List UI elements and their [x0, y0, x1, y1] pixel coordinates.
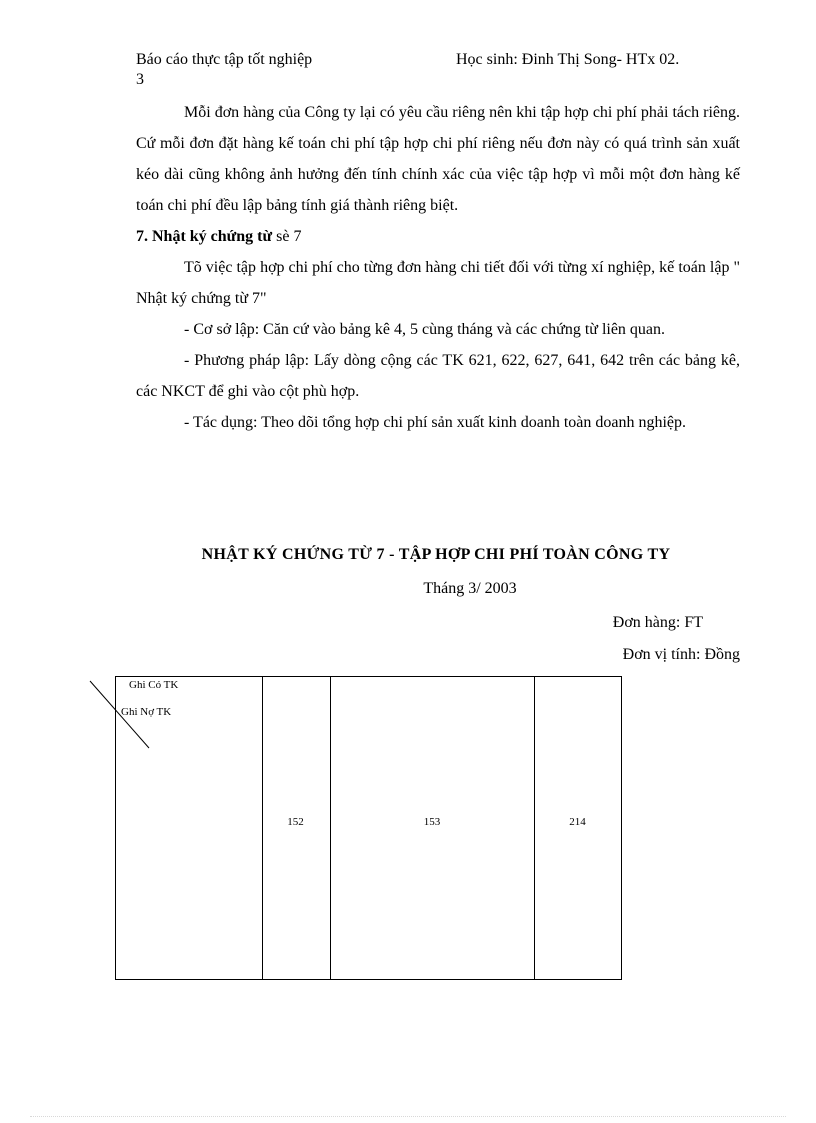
corner-credit-label: Ghi Có TK	[129, 679, 179, 691]
table-title: NHẬT KÝ CHỨNG TỪ 7 - TẬP HỢP CHI PHÍ TOÀN CÔNG TY	[201, 546, 671, 563]
column-divider	[262, 677, 263, 979]
paragraph-method: - Phương pháp lập: Lấy dòng cộng các TK 621, 622, 627, 641, 642 trên các bảng kê, các NKCT để ghi vào cột phù hợp.	[136, 352, 740, 400]
paragraph-intro: Tõ việc tập hợp chi phí cho từng đơn hàng chi tiết đối với từng xí nghiệp, kế toán lập " Nhật ký chứng từ 7"	[136, 259, 740, 307]
report-title: Báo cáo thực tập tốt nghiệp	[136, 51, 313, 68]
heading-rest: sè 7	[272, 228, 302, 245]
order-label: Đơn hàng: FT	[612, 614, 703, 631]
corner-debit-label: Ghi Nợ TK	[121, 706, 172, 718]
paragraph-order-costs: Mỗi đơn hàng của Công ty lại có yêu cầu riêng nên khi tập hợp chi phí phải tách riêng. Cứ mỗi đơn đặt hàng kế toán chi phí tập hợp chi phí riêng nếu đơn này có quá trình sản xuất kéo dài cũng không ảnh hưởng đến tính chính xác của việc tập hợp vì mỗi một đơn hàng kế toán chi phí đều lập bảng tính giá thành riêng biệt.	[136, 104, 740, 214]
table-month: Tháng 3/ 2003	[423, 580, 517, 597]
heading-bold: Nhật ký chứng từ	[152, 228, 273, 245]
page-header-left	[136, 50, 436, 90]
column-divider	[330, 677, 331, 979]
column-divider	[534, 677, 535, 979]
column-header-153: 153	[423, 816, 441, 828]
paragraph-purpose: - Tác dụng: Theo dõi tổng hợp chi phí sản xuất kinh doanh toàn doanh nghiệp.	[184, 414, 687, 431]
unit-label: Đơn vị tính: Đồng	[622, 646, 740, 663]
page-bottom-border	[30, 1116, 786, 1117]
column-header-214: 214	[569, 816, 586, 828]
section-heading	[136, 221, 740, 252]
journal-table	[115, 676, 622, 980]
page-number: 3	[136, 71, 144, 88]
heading-number: 7.	[136, 228, 152, 245]
column-header-152: 152	[287, 816, 304, 828]
paragraph-basis: - Cơ sở lập: Căn cứ vào bảng kê 4, 5 cùng tháng và các chứng từ liên quan.	[184, 321, 666, 338]
body-section-1	[136, 97, 740, 438]
student-name: Học sinh: Đinh Thị Song- HTx 02.	[456, 51, 680, 68]
